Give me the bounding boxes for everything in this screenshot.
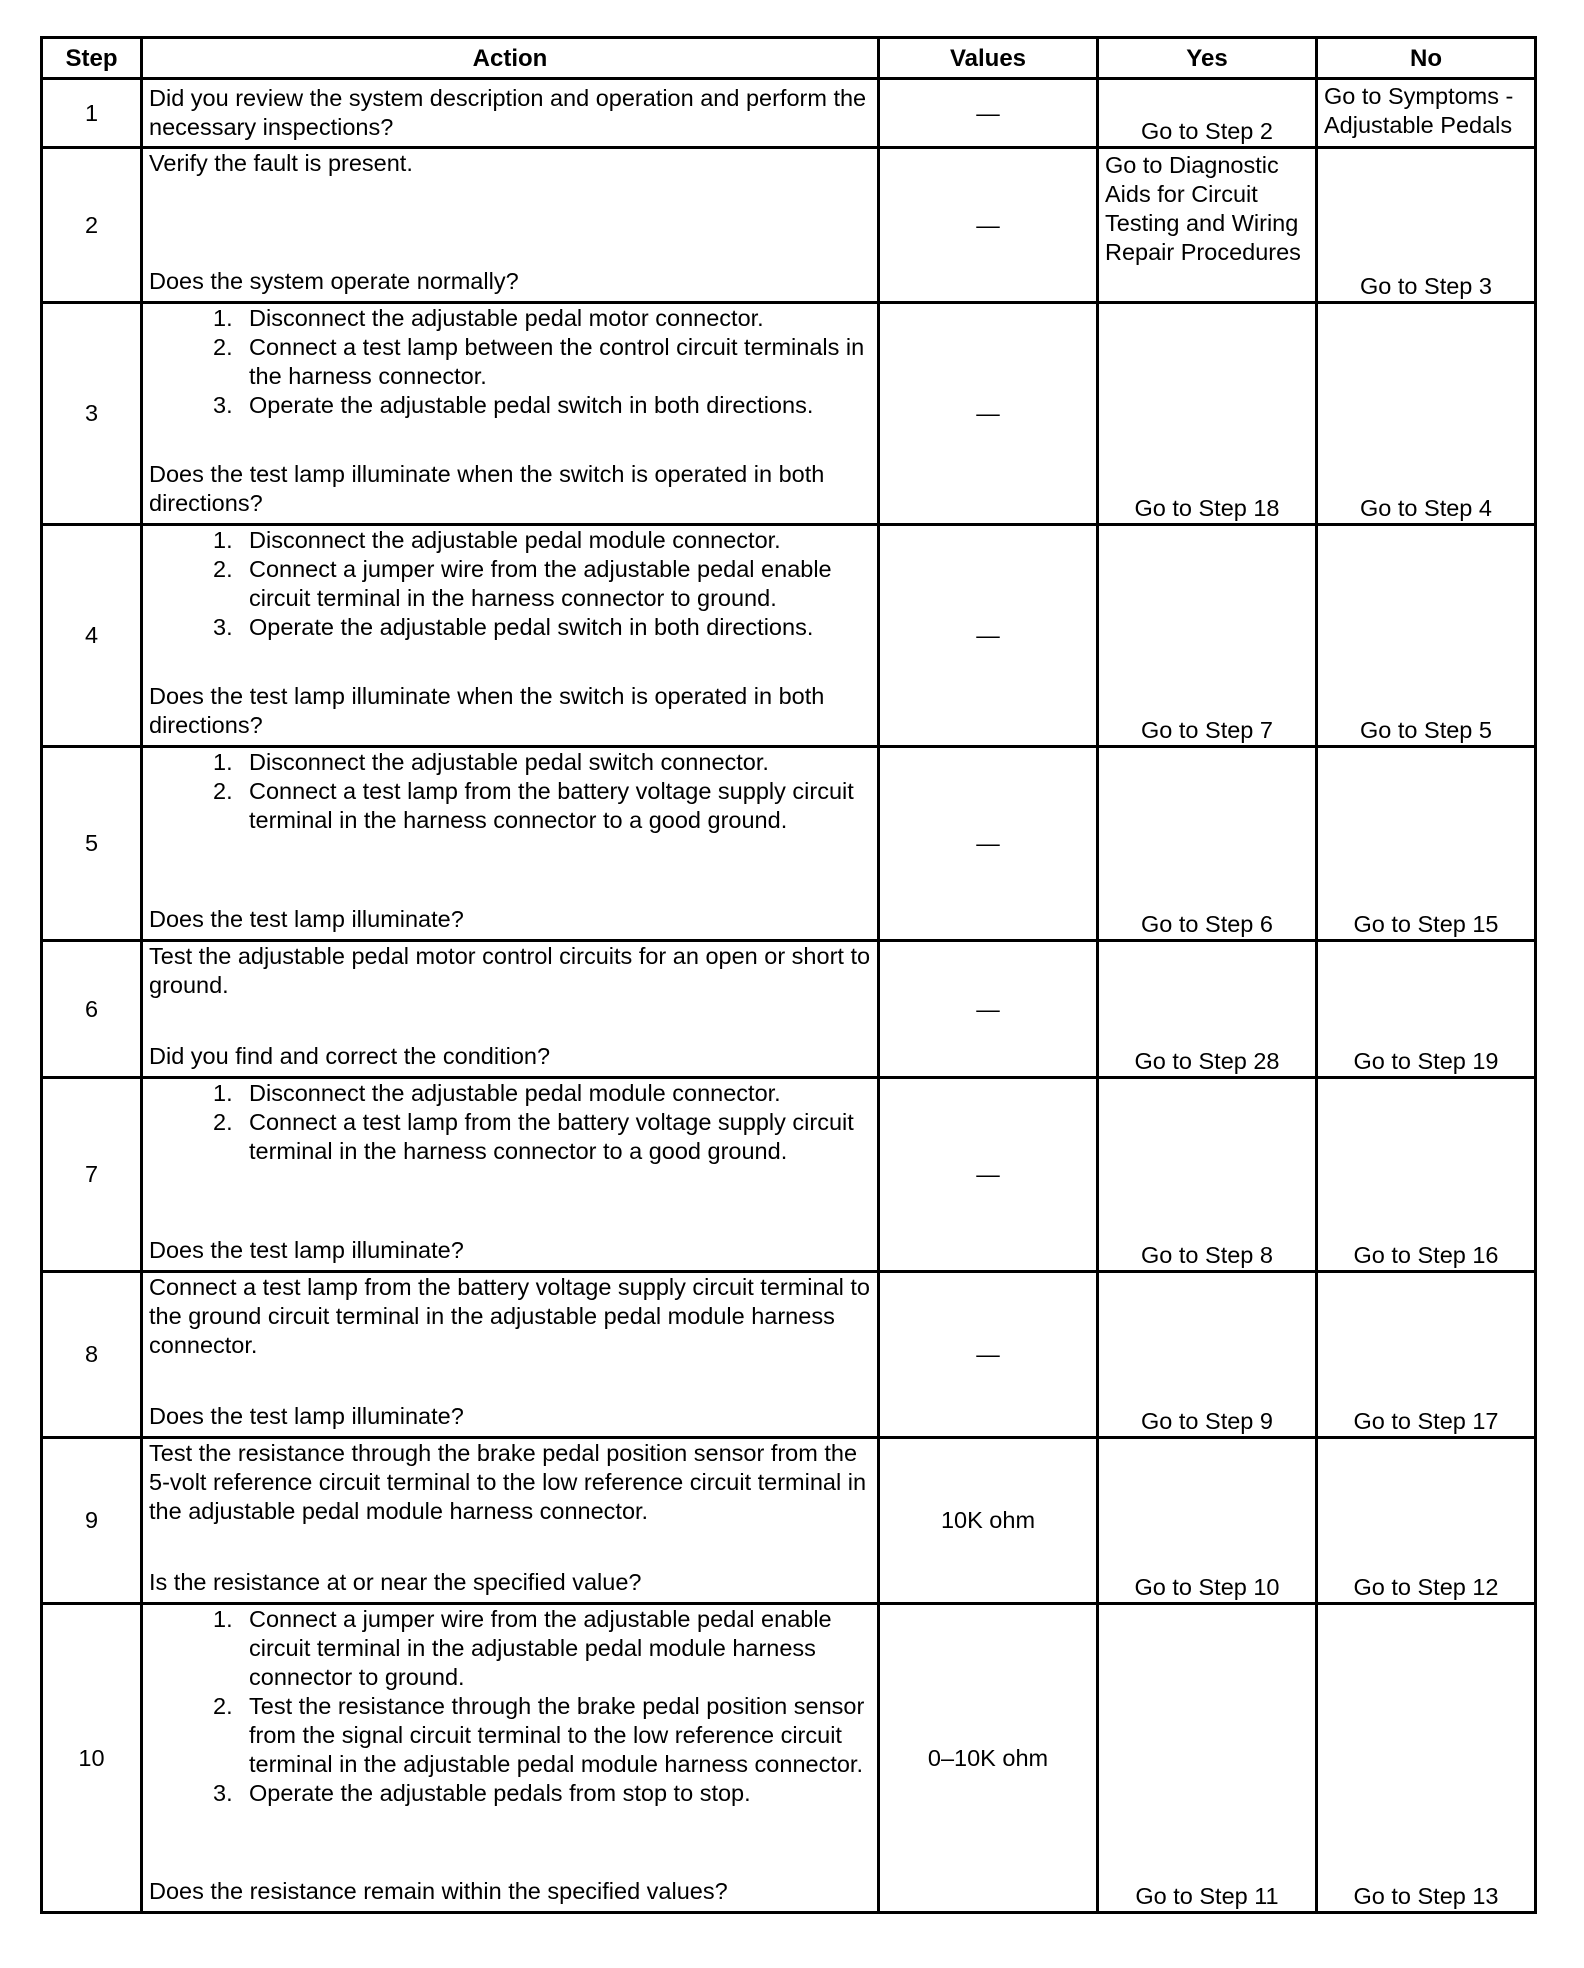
no-cell: Go to Step 4	[1317, 303, 1536, 525]
action-step-item	[149, 333, 871, 391]
action-intro: Did you review the system description and operation and perform the necessary inspections?	[149, 85, 867, 140]
action-intro: Verify the fault is present.	[149, 150, 413, 176]
header-values: Values	[879, 38, 1098, 79]
action-content	[149, 149, 871, 296]
table-row	[42, 525, 1536, 747]
action-instructions	[149, 1439, 871, 1526]
step-number: 10	[42, 1604, 142, 1913]
action-step-text: Connect a jumper wire from the adjustable pedal enable circuit terminal in the adjustable pedal module harness connector to ground.	[249, 1606, 832, 1690]
yes-cell: Go to Step 11	[1098, 1604, 1317, 1913]
action-instructions	[149, 1605, 871, 1808]
action-cell	[142, 303, 879, 525]
action-steps-list	[149, 1605, 871, 1808]
action-step-text: Disconnect the adjustable pedal motor connector.	[249, 305, 764, 331]
table-row	[42, 1438, 1536, 1604]
action-instructions	[149, 942, 871, 1000]
yes-cell: Go to Step 10	[1098, 1438, 1317, 1604]
action-step-text: Disconnect the adjustable pedal module connector.	[249, 527, 781, 553]
yes-cell: Go to Diagnostic Aids for Circuit Testing and Wiring Repair Procedures	[1098, 148, 1317, 303]
step-number: 7	[42, 1078, 142, 1272]
action-step-number: 1.	[213, 1606, 233, 1632]
action-step-number: 2.	[213, 556, 233, 582]
action-question: Is the resistance at or near the specified value?	[149, 1569, 642, 1595]
action-step-item	[149, 304, 871, 333]
action-cell	[142, 1272, 879, 1438]
step-number: 9	[42, 1438, 142, 1604]
action-step-text: Disconnect the adjustable pedal module connector.	[249, 1080, 781, 1106]
action-cell	[142, 525, 879, 747]
step-number: 5	[42, 747, 142, 941]
yes-cell: Go to Step 2	[1098, 79, 1317, 148]
action-instructions	[149, 1273, 871, 1360]
values-cell: —	[879, 747, 1098, 941]
action-instructions	[149, 1079, 871, 1166]
diagnostic-table	[40, 36, 1537, 1914]
action-step-number: 2.	[213, 778, 233, 804]
action-step-item	[149, 555, 871, 613]
action-step-item	[149, 1605, 871, 1692]
action-step-item	[149, 1692, 871, 1779]
step-number: 1	[42, 79, 142, 148]
yes-cell: Go to Step 28	[1098, 941, 1317, 1078]
step-number: 8	[42, 1272, 142, 1438]
action-content	[149, 526, 871, 740]
action-step-item	[149, 613, 871, 642]
action-cell	[142, 1078, 879, 1272]
step-number: 6	[42, 941, 142, 1078]
table-row	[42, 1604, 1536, 1913]
action-instructions	[149, 526, 871, 642]
yes-cell: Go to Step 7	[1098, 525, 1317, 747]
action-step-number: 1.	[213, 305, 233, 331]
action-question: Does the system operate normally?	[149, 268, 519, 294]
action-content	[149, 1605, 871, 1906]
header-step: Step	[42, 38, 142, 79]
action-cell	[142, 941, 879, 1078]
action-content	[149, 1079, 871, 1265]
action-content	[149, 748, 871, 934]
action-instructions	[149, 304, 871, 420]
action-question: Did you find and correct the condition?	[149, 1043, 551, 1069]
action-content	[149, 304, 871, 518]
header-row	[42, 38, 1536, 79]
no-cell: Go to Symptoms - Adjustable Pedals	[1317, 79, 1536, 148]
action-question: Does the test lamp illuminate when the switch is operated in both directions?	[149, 683, 825, 738]
action-step-text: Test the resistance through the brake pedal position sensor from the signal circuit terminal to the low reference circuit terminal in the adjustable pedal module harness connector.	[249, 1693, 865, 1777]
action-instructions	[149, 748, 871, 835]
action-step-text: Operate the adjustable pedal switch in both directions.	[249, 392, 814, 418]
table-body	[42, 79, 1536, 1913]
yes-cell: Go to Step 8	[1098, 1078, 1317, 1272]
action-step-item	[149, 1779, 871, 1808]
action-cell	[142, 1438, 879, 1604]
action-intro: Test the adjustable pedal motor control circuits for an open or short to ground.	[149, 943, 871, 998]
action-step-number: 3.	[213, 614, 233, 640]
action-cell	[142, 1604, 879, 1913]
action-step-item	[149, 777, 871, 835]
table-row	[42, 148, 1536, 303]
action-step-item	[149, 1108, 871, 1166]
no-cell: Go to Step 17	[1317, 1272, 1536, 1438]
action-content	[149, 942, 871, 1071]
values-cell: —	[879, 79, 1098, 148]
action-steps-list	[149, 526, 871, 642]
values-cell: —	[879, 525, 1098, 747]
step-number: 3	[42, 303, 142, 525]
action-step-text: Connect a test lamp from the battery voltage supply circuit terminal in the harness connector to a good ground.	[249, 1109, 854, 1164]
header-action: Action	[142, 38, 879, 79]
action-question: Does the test lamp illuminate?	[149, 1237, 464, 1263]
action-step-number: 1.	[213, 1080, 233, 1106]
table-row	[42, 1272, 1536, 1438]
action-step-item	[149, 1079, 871, 1108]
header-yes: Yes	[1098, 38, 1317, 79]
no-cell: Go to Step 16	[1317, 1078, 1536, 1272]
table-row	[42, 79, 1536, 148]
no-cell: Go to Step 15	[1317, 747, 1536, 941]
action-steps-list	[149, 304, 871, 420]
no-cell: Go to Step 5	[1317, 525, 1536, 747]
action-step-text: Disconnect the adjustable pedal switch connector.	[249, 749, 769, 775]
values-cell: —	[879, 1272, 1098, 1438]
action-step-number: 2.	[213, 334, 233, 360]
action-steps-list	[149, 748, 871, 835]
action-step-number: 3.	[213, 392, 233, 418]
action-step-number: 3.	[213, 1780, 233, 1806]
values-cell: —	[879, 941, 1098, 1078]
action-step-text: Connect a test lamp between the control circuit terminals in the harness connector.	[249, 334, 865, 389]
header-no: No	[1317, 38, 1536, 79]
action-instructions	[149, 84, 871, 142]
action-step-number: 2.	[213, 1693, 233, 1719]
values-cell: 10K ohm	[879, 1438, 1098, 1604]
action-step-number: 1.	[213, 749, 233, 775]
action-steps-list	[149, 1079, 871, 1166]
action-step-text: Operate the adjustable pedal switch in both directions.	[249, 614, 814, 640]
table-row	[42, 303, 1536, 525]
yes-cell: Go to Step 18	[1098, 303, 1317, 525]
no-cell: Go to Step 13	[1317, 1604, 1536, 1913]
action-step-text: Connect a test lamp from the battery voltage supply circuit terminal in the harness connector to a good ground.	[249, 778, 854, 833]
action-question: Does the test lamp illuminate when the switch is operated in both directions?	[149, 461, 825, 516]
action-content	[149, 1273, 871, 1431]
action-step-item	[149, 748, 871, 777]
action-cell	[142, 79, 879, 148]
action-step-number: 1.	[213, 527, 233, 553]
table-row	[42, 941, 1536, 1078]
action-intro: Connect a test lamp from the battery voltage supply circuit terminal to the ground circuit terminal in the adjustable pedal module harness connector.	[149, 1274, 870, 1358]
values-cell: —	[879, 1078, 1098, 1272]
table-row	[42, 747, 1536, 941]
action-cell	[142, 747, 879, 941]
step-number: 4	[42, 525, 142, 747]
values-cell: —	[879, 303, 1098, 525]
no-cell: Go to Step 19	[1317, 941, 1536, 1078]
no-cell: Go to Step 3	[1317, 148, 1536, 303]
action-intro: Test the resistance through the brake pedal position sensor from the 5-volt reference circuit terminal to the low reference circuit terminal in the adjustable pedal module harness connector.	[149, 1440, 867, 1524]
action-cell	[142, 148, 879, 303]
action-step-item	[149, 526, 871, 555]
action-content	[149, 1439, 871, 1597]
action-content	[149, 83, 871, 144]
values-cell: —	[879, 148, 1098, 303]
action-step-number: 2.	[213, 1109, 233, 1135]
action-step-text: Connect a jumper wire from the adjustable pedal enable circuit terminal in the harness connector to ground.	[249, 556, 832, 611]
action-question: Does the test lamp illuminate?	[149, 906, 464, 932]
table-row	[42, 1078, 1536, 1272]
yes-cell: Go to Step 6	[1098, 747, 1317, 941]
action-instructions	[149, 149, 871, 178]
step-number: 2	[42, 148, 142, 303]
action-question: Does the test lamp illuminate?	[149, 1403, 464, 1429]
no-cell: Go to Step 12	[1317, 1438, 1536, 1604]
values-cell: 0–10K ohm	[879, 1604, 1098, 1913]
yes-cell: Go to Step 9	[1098, 1272, 1317, 1438]
action-step-item	[149, 391, 871, 420]
action-step-text: Operate the adjustable pedals from stop to stop.	[249, 1780, 751, 1806]
action-question: Does the resistance remain within the specified values?	[149, 1878, 728, 1904]
